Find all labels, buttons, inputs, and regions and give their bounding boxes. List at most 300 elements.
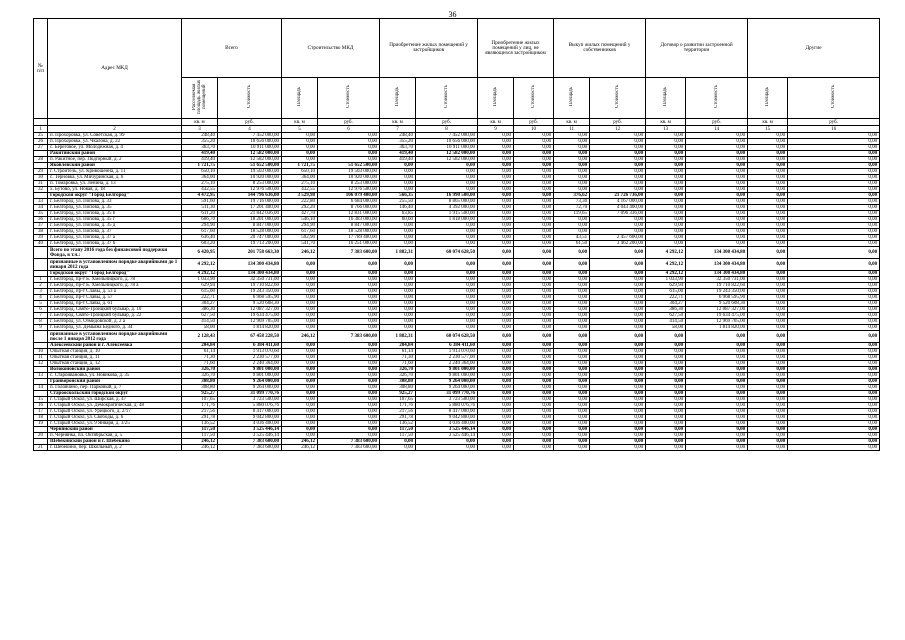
area-value-cell: 0,00 bbox=[380, 271, 416, 277]
header-sub-area bbox=[282, 78, 318, 119]
row-number-cell bbox=[34, 247, 48, 259]
header-sub-label: Стоимость bbox=[714, 85, 720, 109]
cost-value-cell: 0,00 bbox=[788, 439, 880, 445]
area-value-cell: 0,00 bbox=[646, 241, 686, 247]
row-number-cell: 6 bbox=[34, 307, 48, 313]
area-value-cell: 0,00 bbox=[646, 349, 686, 355]
cost-value-cell: 0,00 bbox=[514, 319, 554, 325]
area-value-cell: 0,00 bbox=[478, 151, 514, 157]
address-cell: п. Прохоровка, ул. Чкалова, д. 22 bbox=[48, 139, 182, 145]
area-value-cell: 0,00 bbox=[282, 379, 318, 385]
area-value-cell: 0,00 bbox=[554, 445, 590, 451]
header-sub-area bbox=[554, 78, 590, 119]
address-cell: г. Старый Оскол, ул. 9 Января, д. 3/25 bbox=[48, 421, 182, 427]
area-value-cell: 61,14 bbox=[182, 349, 218, 355]
cost-value-cell: 17 789 400,00 bbox=[318, 235, 380, 241]
cost-value-cell: 0,00 bbox=[686, 421, 748, 427]
area-value-cell: 419,40 bbox=[380, 157, 416, 163]
cost-value-cell: 201 758 663,30 bbox=[218, 247, 282, 259]
area-value-cell: 0,00 bbox=[554, 427, 590, 433]
area-value-cell: 3 529,98 bbox=[282, 193, 318, 199]
cost-value-cell: 0,00 bbox=[590, 139, 646, 145]
cost-value-cell: 0,00 bbox=[590, 259, 646, 271]
area-value-cell: 136,52 bbox=[182, 421, 218, 427]
cost-value-cell: 0,00 bbox=[318, 427, 380, 433]
cost-value-cell: 6 384 411,60 bbox=[416, 343, 478, 349]
area-value-cell: 6 420,95 bbox=[182, 247, 218, 259]
cost-value-cell: 0,00 bbox=[686, 439, 748, 445]
cost-value-cell: 0,00 bbox=[318, 403, 380, 409]
row-number-cell: 8 bbox=[34, 319, 48, 325]
area-value-cell: 419,40 bbox=[380, 151, 416, 157]
address-cell: Опытная станция, д. 12 bbox=[48, 361, 182, 367]
area-value-cell: 0,00 bbox=[646, 343, 686, 349]
row-number-cell: 29 bbox=[34, 169, 48, 175]
row-number-cell: 9 bbox=[34, 325, 48, 331]
row-number-cell: 19 bbox=[34, 421, 48, 427]
address-cell: г. Строитель, ул. Кривошеина, д. 11 bbox=[48, 169, 182, 175]
cost-value-cell: 0,00 bbox=[788, 163, 880, 169]
header-sub-label: Стоимость bbox=[346, 85, 352, 109]
row-number-cell: 4 bbox=[34, 295, 48, 301]
area-value-cell: 1 033,90 bbox=[182, 277, 218, 283]
header-sub-label: Стоимость bbox=[531, 85, 537, 109]
area-value-cell: 0,00 bbox=[748, 241, 788, 247]
cost-value-cell: 0,00 bbox=[788, 391, 880, 397]
cost-value-cell: 0,00 bbox=[514, 199, 554, 205]
area-value-cell: 0,00 bbox=[282, 355, 318, 361]
area-value-cell: 386,30 bbox=[646, 307, 686, 313]
column-number-cell: 7 bbox=[380, 126, 416, 133]
cost-value-cell: 0,00 bbox=[514, 211, 554, 217]
cost-value-cell: 0,00 bbox=[590, 223, 646, 229]
cost-value-cell: 0,00 bbox=[686, 199, 748, 205]
cost-value-cell: 10 920 000,00 bbox=[218, 175, 282, 181]
cost-value-cell: 7 383 600,00 bbox=[218, 445, 282, 451]
row-number-cell: 18 bbox=[34, 415, 48, 421]
cost-value-cell: 12 582 000,00 bbox=[218, 151, 282, 157]
area-value-cell: 0,00 bbox=[748, 367, 788, 373]
subtotal-row bbox=[34, 331, 880, 343]
row-number-cell: 13 bbox=[34, 373, 48, 379]
cost-value-cell: 0,00 bbox=[788, 277, 880, 283]
page-number: 36 bbox=[448, 10, 457, 19]
address-cell: Шебекинский район и г. Шебекино bbox=[48, 439, 182, 445]
area-value-cell: 0,00 bbox=[646, 193, 686, 199]
cost-value-cell: 0,00 bbox=[686, 157, 748, 163]
area-value-cell: 0,00 bbox=[554, 283, 590, 289]
area-value-cell: 0,00 bbox=[646, 157, 686, 163]
area-value-cell: 0,00 bbox=[748, 151, 788, 157]
area-value-cell: 0,00 bbox=[646, 415, 686, 421]
cost-value-cell: 19 503 000,00 bbox=[218, 169, 282, 175]
cost-value-cell: 0,00 bbox=[514, 301, 554, 307]
row-number-cell: 35 bbox=[34, 211, 48, 217]
cost-value-cell: 0,00 bbox=[590, 277, 646, 283]
address-cell: г. Старый Оскол, ул. Ширская, д. 47 bbox=[48, 397, 182, 403]
column-number-cell: 10 bbox=[514, 126, 554, 133]
cost-value-cell: 5 880 076,76 bbox=[218, 403, 282, 409]
unit-cell: руб. bbox=[318, 119, 380, 126]
cost-value-cell: 0,00 bbox=[590, 409, 646, 415]
address-cell: г. Белгород, ул. Попова, д. 35 г bbox=[48, 217, 182, 223]
address-cell: г. Белгород, пр-т Славы, д. 53 а bbox=[48, 289, 182, 295]
cost-value-cell: 12 976 500,00 bbox=[318, 187, 380, 193]
cost-value-cell: 0,00 bbox=[318, 391, 380, 397]
cost-value-cell: 0,00 bbox=[788, 427, 880, 433]
cost-value-cell: 0,00 bbox=[788, 367, 880, 373]
area-value-cell: 0,00 bbox=[478, 361, 514, 367]
header-sub-label: Площадь bbox=[395, 87, 401, 107]
cost-value-cell: 0,00 bbox=[686, 361, 748, 367]
area-value-cell: 0,00 bbox=[380, 319, 416, 325]
column-number-cell: 14 bbox=[686, 126, 748, 133]
cost-value-cell: 0,00 bbox=[686, 397, 748, 403]
cost-value-cell: 0,00 bbox=[788, 217, 880, 223]
cost-value-cell: 0,00 bbox=[318, 325, 380, 331]
area-value-cell: 0,00 bbox=[748, 289, 788, 295]
area-value-cell: 0,00 bbox=[380, 181, 416, 187]
area-value-cell: 326,70 bbox=[380, 367, 416, 373]
cost-value-cell: 0,00 bbox=[686, 217, 748, 223]
cost-value-cell: 12 582 000,00 bbox=[416, 151, 478, 157]
area-value-cell: 0,00 bbox=[646, 373, 686, 379]
cost-value-cell: 3 525 446,14 bbox=[416, 427, 478, 433]
area-value-cell: 0,00 bbox=[478, 349, 514, 355]
cost-value-cell: 0,00 bbox=[788, 211, 880, 217]
cost-value-cell: 8 253 000,00 bbox=[318, 181, 380, 187]
cost-value-cell: 12 831 000,00 bbox=[318, 211, 380, 217]
cost-value-cell: 3 723 500,00 bbox=[218, 397, 282, 403]
area-value-cell: 0,00 bbox=[282, 295, 318, 301]
area-value-cell: 0,00 bbox=[646, 397, 686, 403]
area-value-cell: 606,70 bbox=[182, 217, 218, 223]
cost-value-cell: 0,00 bbox=[590, 217, 646, 223]
area-value-cell: 0,00 bbox=[748, 379, 788, 385]
area-value-cell: 0,00 bbox=[554, 169, 590, 175]
cost-value-cell: 0,00 bbox=[788, 151, 880, 157]
area-value-cell: 432,55 bbox=[182, 187, 218, 193]
area-value-cell: 204,84 bbox=[380, 343, 416, 349]
area-value-cell: 0,00 bbox=[554, 367, 590, 373]
area-value-cell: 0,00 bbox=[282, 145, 318, 151]
area-value-cell: 0,00 bbox=[380, 187, 416, 193]
column-number-cell: 15 bbox=[748, 126, 788, 133]
address-cell: г. Белгород, ул. Попова, д. 37 bbox=[48, 229, 182, 235]
area-value-cell: 0,00 bbox=[748, 403, 788, 409]
area-value-cell: 355,20 bbox=[380, 139, 416, 145]
cost-value-cell: 9 264 000,00 bbox=[416, 379, 478, 385]
column-number-cell: 2 bbox=[48, 126, 182, 133]
cost-value-cell: 0,00 bbox=[788, 361, 880, 367]
area-value-cell: 0,00 bbox=[748, 409, 788, 415]
cost-value-cell: 0,00 bbox=[686, 193, 748, 199]
area-value-cell: 0,00 bbox=[748, 319, 788, 325]
area-value-cell: 427,70 bbox=[282, 211, 318, 217]
unit-cell: кв. м bbox=[282, 119, 318, 126]
cost-value-cell: 0,00 bbox=[590, 283, 646, 289]
header-group-development: Договор о развитии застроенной территории bbox=[646, 19, 748, 78]
address-cell: Алексеевский район и г. Алексеевка bbox=[48, 343, 182, 349]
area-value-cell: 0,00 bbox=[554, 157, 590, 163]
unit-cell: руб. bbox=[788, 119, 880, 126]
area-value-cell: 0,00 bbox=[478, 421, 514, 427]
row-number-cell: 37 bbox=[34, 223, 48, 229]
area-value-cell: 0,00 bbox=[282, 283, 318, 289]
units-empty-cell bbox=[34, 119, 48, 126]
cost-value-cell: 0,00 bbox=[514, 313, 554, 319]
area-value-cell: 0,00 bbox=[554, 421, 590, 427]
row-number-cell: 36 bbox=[34, 217, 48, 223]
area-value-cell: 248,40 bbox=[380, 133, 416, 139]
area-value-cell: 592,90 bbox=[282, 235, 318, 241]
cost-value-cell: 16 251 000,00 bbox=[318, 241, 380, 247]
cost-value-cell: 9 801 000,00 bbox=[218, 373, 282, 379]
area-value-cell: 246,12 bbox=[182, 445, 218, 451]
cost-value-cell: 0,00 bbox=[590, 361, 646, 367]
cost-value-cell: 9 264 000,00 bbox=[218, 385, 282, 391]
area-value-cell: 615,00 bbox=[182, 289, 218, 295]
area-value-cell: 71,60 bbox=[182, 361, 218, 367]
area-value-cell: 0,00 bbox=[748, 313, 788, 319]
cost-value-cell: 0,00 bbox=[416, 307, 478, 313]
area-value-cell: 0,00 bbox=[282, 403, 318, 409]
area-value-cell: 0,00 bbox=[478, 157, 514, 163]
row-number-cell: 2 bbox=[34, 283, 48, 289]
cost-value-cell: 8 417 000,00 bbox=[416, 409, 478, 415]
area-value-cell: 0,00 bbox=[554, 247, 590, 259]
area-value-cell: 650,10 bbox=[182, 169, 218, 175]
column-number-cell: 9 bbox=[478, 126, 514, 133]
area-value-cell: 0,00 bbox=[478, 427, 514, 433]
cost-value-cell: 0,00 bbox=[514, 277, 554, 283]
cost-value-cell: 0,00 bbox=[514, 367, 554, 373]
cost-value-cell: 0,00 bbox=[686, 391, 748, 397]
cost-value-cell: 0,00 bbox=[788, 247, 880, 259]
cost-value-cell: 0,00 bbox=[318, 271, 380, 277]
cost-value-cell: 1 913 070,60 bbox=[416, 349, 478, 355]
cost-value-cell: 18 528 000,00 bbox=[318, 229, 380, 235]
area-value-cell: 0,00 bbox=[380, 259, 416, 271]
cost-value-cell: 8 847 000,00 bbox=[318, 223, 380, 229]
cost-value-cell: 0,00 bbox=[416, 241, 478, 247]
cost-value-cell: 3 723 500,00 bbox=[416, 397, 478, 403]
cost-value-cell: 0,00 bbox=[590, 319, 646, 325]
area-value-cell: 0,00 bbox=[748, 259, 788, 271]
area-value-cell: 61,14 bbox=[380, 349, 416, 355]
address-cell: с. Староивановка, ул. Новикова, д. 35 bbox=[48, 373, 182, 379]
area-value-cell: 0,00 bbox=[554, 415, 590, 421]
cost-value-cell: 0,00 bbox=[590, 433, 646, 439]
column-number-cell: 11 bbox=[554, 126, 590, 133]
area-value-cell: 204,84 bbox=[182, 343, 218, 349]
cost-value-cell: 0,00 bbox=[514, 403, 554, 409]
cost-value-cell: 6 968 595,90 bbox=[686, 295, 748, 301]
address-cell: г. Белгород, ул. Попова, д. 37 а bbox=[48, 235, 182, 241]
cost-value-cell: 0,00 bbox=[318, 385, 380, 391]
cost-value-cell: 0,00 bbox=[514, 373, 554, 379]
area-value-cell: 0,00 bbox=[646, 403, 686, 409]
cost-value-cell: 0,00 bbox=[590, 271, 646, 277]
cost-value-cell: 10 656 000,00 bbox=[218, 139, 282, 145]
header-sub-area bbox=[182, 78, 218, 119]
area-value-cell: 0,00 bbox=[282, 433, 318, 439]
cost-value-cell: 10 911 000,00 bbox=[218, 145, 282, 151]
area-value-cell: 0,00 bbox=[748, 355, 788, 361]
area-value-cell: 0,00 bbox=[554, 361, 590, 367]
area-value-cell: 0,00 bbox=[282, 397, 318, 403]
area-value-cell: 0,00 bbox=[646, 217, 686, 223]
cost-value-cell: 3 525 446,14 bbox=[218, 427, 282, 433]
cost-value-cell: 0,00 bbox=[686, 373, 748, 379]
area-value-cell: 0,00 bbox=[478, 367, 514, 373]
cost-value-cell: 6 384 411,60 bbox=[218, 343, 282, 349]
address-cell: п. Головчино, пер. Парковый, д. 7 bbox=[48, 385, 182, 391]
area-value-cell: 0,00 bbox=[554, 175, 590, 181]
cost-value-cell: 0,00 bbox=[590, 307, 646, 313]
area-value-cell: 246,12 bbox=[282, 247, 318, 259]
row-number-cell: 15 bbox=[34, 397, 48, 403]
area-value-cell: 0,00 bbox=[554, 319, 590, 325]
area-value-cell: 364,00 bbox=[282, 175, 318, 181]
address-cell: г. Белгород, ул. Озмидовской, д. 2 а bbox=[48, 319, 182, 325]
row-number-cell: 11 bbox=[34, 355, 48, 361]
cost-value-cell: 0,00 bbox=[686, 229, 748, 235]
cost-value-cell: 21 726 736,00 bbox=[590, 193, 646, 199]
cost-value-cell: 0,00 bbox=[514, 235, 554, 241]
cost-value-cell: 5 880 076,76 bbox=[416, 403, 478, 409]
cost-value-cell: 0,00 bbox=[686, 163, 748, 169]
area-value-cell: 0,00 bbox=[282, 361, 318, 367]
cost-value-cell: 0,00 bbox=[318, 157, 380, 163]
area-value-cell: 0,00 bbox=[748, 391, 788, 397]
area-value-cell: 0,00 bbox=[646, 421, 686, 427]
table-row bbox=[34, 445, 880, 451]
cost-value-cell: 12 976 500,00 bbox=[218, 187, 282, 193]
column-number-cell: 16 bbox=[788, 126, 880, 133]
area-value-cell: 292,20 bbox=[282, 205, 318, 211]
cost-value-cell: 0,00 bbox=[788, 301, 880, 307]
column-number-cell: 6 bbox=[318, 126, 380, 133]
address-cell: Грайворонский район bbox=[48, 379, 182, 385]
area-value-cell: 0,00 bbox=[748, 277, 788, 283]
area-value-cell: 71,30 bbox=[380, 355, 416, 361]
area-value-cell: 0,00 bbox=[282, 373, 318, 379]
header-group-other: Другие bbox=[748, 19, 880, 78]
cost-value-cell: 0,00 bbox=[788, 175, 880, 181]
cost-value-cell: 0,00 bbox=[416, 289, 478, 295]
area-value-cell: 0,00 bbox=[478, 289, 514, 295]
cost-value-cell: 0,00 bbox=[788, 169, 880, 175]
cost-value-cell: 0,00 bbox=[686, 409, 748, 415]
cost-value-cell: 0,00 bbox=[686, 403, 748, 409]
area-value-cell: 0,00 bbox=[748, 175, 788, 181]
area-value-cell: 0,00 bbox=[478, 385, 514, 391]
cost-value-cell: 0,00 bbox=[788, 397, 880, 403]
cost-value-cell: 0,00 bbox=[788, 193, 880, 199]
address-cell: Всего по этапу 2016 года без финансовой поддержки Фонда, в т.ч.: bbox=[48, 247, 182, 259]
row-number-cell: 40 bbox=[34, 241, 48, 247]
area-value-cell: 0,00 bbox=[748, 247, 788, 259]
header-sub-label: Стоимость bbox=[247, 85, 252, 109]
address-cell: п. Прохоровка, ул. Советская, д. 99 bbox=[48, 133, 182, 139]
area-value-cell: 0,00 bbox=[554, 301, 590, 307]
cost-value-cell: 0,00 bbox=[788, 331, 880, 343]
area-value-cell: 72,70 bbox=[554, 205, 590, 211]
area-value-cell: 0,00 bbox=[748, 181, 788, 187]
area-value-cell: 0,00 bbox=[478, 235, 514, 241]
cost-value-cell: 3 525 446,14 bbox=[416, 433, 478, 439]
address-cell: признанные в установленном порядке аварийными после 1 января 2012 года bbox=[48, 331, 182, 343]
area-value-cell: 0,00 bbox=[748, 325, 788, 331]
cost-value-cell: 9 801 000,00 bbox=[416, 367, 478, 373]
cost-value-cell: 0,00 bbox=[416, 439, 478, 445]
area-value-cell: 0,00 bbox=[478, 355, 514, 361]
cost-value-cell: 18 201 000,00 bbox=[218, 217, 282, 223]
row-number-cell: 27 bbox=[34, 145, 48, 151]
area-value-cell: 414,50 bbox=[182, 319, 218, 325]
area-value-cell: 0,00 bbox=[554, 223, 590, 229]
cost-value-cell: 0,00 bbox=[590, 175, 646, 181]
table-body bbox=[34, 133, 880, 451]
cost-value-cell: 18 528 000,00 bbox=[218, 229, 282, 235]
cost-value-cell: 4 392 000,00 bbox=[416, 205, 478, 211]
cost-value-cell: 0,00 bbox=[514, 163, 554, 169]
header-units-row bbox=[34, 119, 880, 126]
cost-value-cell: 0,00 bbox=[788, 415, 880, 421]
area-value-cell: 0,00 bbox=[748, 169, 788, 175]
cost-value-cell: 0,00 bbox=[788, 355, 880, 361]
cost-value-cell: 19 634 475,00 bbox=[686, 313, 748, 319]
area-value-cell: 246,12 bbox=[182, 439, 218, 445]
cost-value-cell: 12 087 327,00 bbox=[218, 307, 282, 313]
header-sub-label: Площадь bbox=[663, 87, 669, 107]
area-value-cell: 0,00 bbox=[478, 325, 514, 331]
address-cell: с. Береговое, ул. Молодежная, д. 4 bbox=[48, 145, 182, 151]
area-value-cell: 222,71 bbox=[646, 295, 686, 301]
cost-value-cell: 0,00 bbox=[686, 211, 748, 217]
area-value-cell: 0,00 bbox=[380, 223, 416, 229]
area-value-cell: 117,50 bbox=[182, 427, 218, 433]
cost-value-cell: 4 036 400,00 bbox=[416, 421, 478, 427]
area-value-cell: 0,00 bbox=[282, 313, 318, 319]
cost-value-cell: 10 656 000,00 bbox=[416, 139, 478, 145]
area-value-cell: 0,00 bbox=[748, 361, 788, 367]
area-value-cell: 0,00 bbox=[646, 409, 686, 415]
unit-cell: руб. bbox=[686, 119, 748, 126]
cost-value-cell: 0,00 bbox=[788, 409, 880, 415]
area-value-cell: 0,00 bbox=[748, 373, 788, 379]
area-value-cell: 0,00 bbox=[554, 409, 590, 415]
area-value-cell: 0,00 bbox=[554, 181, 590, 187]
cost-value-cell: 8 417 000,00 bbox=[218, 409, 282, 415]
area-value-cell: 0,00 bbox=[554, 391, 590, 397]
subtotal-row bbox=[34, 247, 880, 259]
cost-value-cell: 7 383 600,00 bbox=[318, 247, 380, 259]
area-value-cell: 0,00 bbox=[282, 427, 318, 433]
address-cell: х. Бутово, ул. Новая, д. 18 bbox=[48, 187, 182, 193]
area-value-cell: 0,00 bbox=[478, 433, 514, 439]
area-value-cell: 0,00 bbox=[646, 199, 686, 205]
address-cell: г. Белгород, ул. Попова, д. 33 bbox=[48, 199, 182, 205]
area-value-cell: 0,00 bbox=[282, 325, 318, 331]
area-value-cell: 117,50 bbox=[380, 427, 416, 433]
row-number-cell: 14 bbox=[34, 385, 48, 391]
area-value-cell: 0,00 bbox=[748, 295, 788, 301]
cost-value-cell: 0,00 bbox=[318, 295, 380, 301]
cost-value-cell: 0,00 bbox=[788, 307, 880, 313]
area-value-cell: 291,78 bbox=[182, 415, 218, 421]
